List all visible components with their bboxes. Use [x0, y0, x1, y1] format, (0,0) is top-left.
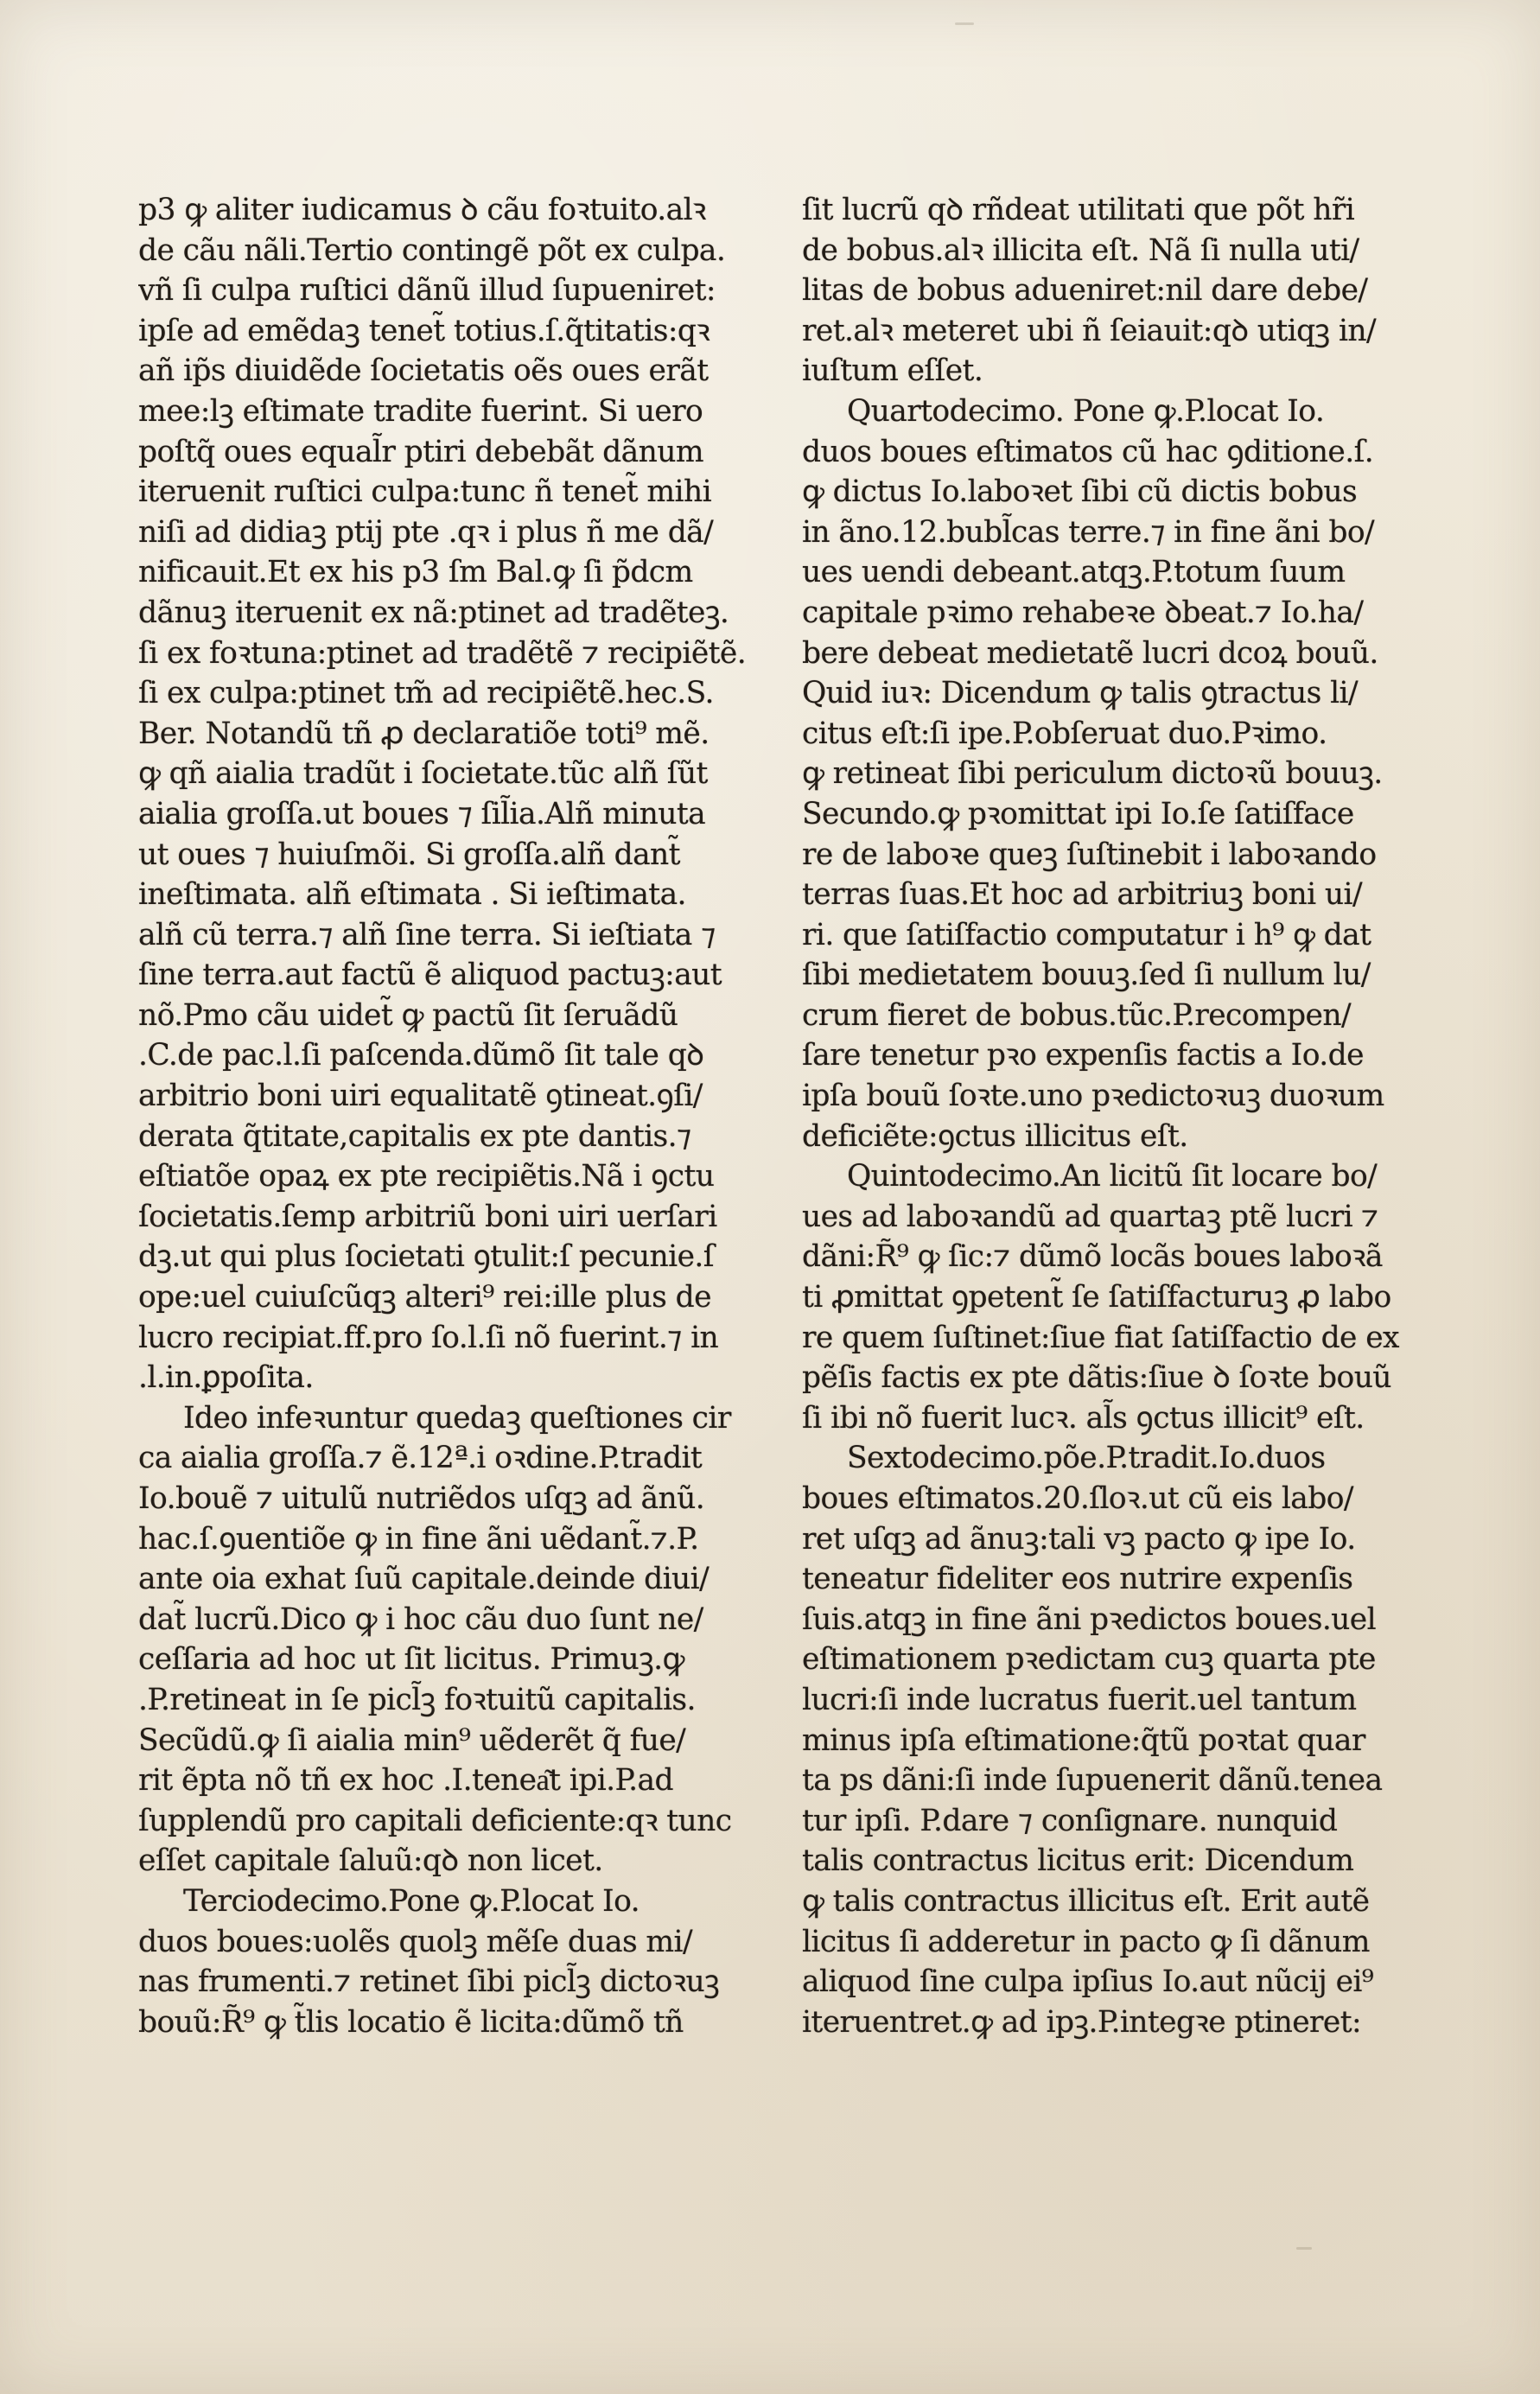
text-line: Ber. Notandũ tñ ꝓ declaratiõe toti⁹ mẽ. — [138, 716, 710, 751]
text-line: ret uſqꝫ ad ãnuꝫ:tali vꝫ pacto ꝙ ipe Io. — [802, 1521, 1356, 1557]
text-line: ante oia exhat ſuũ capitale.deinde diui/ — [138, 1562, 710, 1597]
text-line: re de laboꝛe queꝫ ſuſtinebit i laboꝛando — [802, 837, 1377, 872]
text-line: ſine terra.aut factũ ẽ aliquod pactuꝫ:aut — [138, 958, 722, 993]
text-line: ti ꝓmittat ꝯpetent̃ ſe ſatiſfacturuꝫ ꝓ labo — [802, 1280, 1391, 1315]
text-line: ta ps dãni:ſi inde ſupuenerit dãnũ.tenea — [802, 1763, 1383, 1799]
text-line: dat̃ lucrũ.Dico ꝙ i hoc cãu duo ſunt ne/ — [138, 1601, 703, 1637]
text-line: ſare tenetur pꝛo expenſis factis a Io.de — [802, 1038, 1364, 1073]
text-line: teneatur fideliter eos nutrire expenſis — [802, 1562, 1353, 1597]
text-line: Secundo.ꝙ pꝛomittat ipi Io.ſe ſatiſface — [802, 796, 1354, 831]
text-line: de bobus.alꝛ illicita eſt. Nã ſi nulla uti/ — [802, 232, 1359, 268]
text-line: ſi ex culpa:ptinet tm̃ ad recipiẽtẽ.hec.S. — [138, 676, 714, 711]
text-line: licitus ſi adderetur in pacto ꝙ ſi dãnum — [802, 1924, 1370, 1959]
text-line: ſuis.atqꝫ in fine ãni pꝛedictos boues.uel — [802, 1601, 1377, 1637]
text-line: terras ſuas.Et hoc ad arbitriuꝫ boni ui/ — [802, 877, 1362, 913]
text-line: hac.ſ.ꝯuentiõe ꝙ in fine ãni uẽdant̃.⁊.P. — [138, 1521, 699, 1557]
text-line: ſupplendũ pro capitali deficiente:qꝛ tunc — [138, 1803, 732, 1838]
text-line: ſi ex foꝛtuna:ptinet ad tradẽtẽ ⁊ recipiẽtẽ. — [138, 635, 747, 671]
text-line: iteruenit ruſtici culpa:tunc ñ tenet̃ mihi — [138, 474, 712, 510]
text-line: Quid iuꝛ: Dicendum ꝙ talis ꝯtractus li/ — [802, 676, 1359, 711]
text-line: pẽſis factis ex pte dãtis:ſiue ꝺ ſoꝛte bouũ — [802, 1360, 1391, 1396]
text-line: lucro recipiat.ff.pro ſo.l.ſi nõ fuerint.⁊ in — [138, 1320, 719, 1355]
text-line: ut oues ⁊ huiuſmõi. Si groſſa.alñ dant̃ — [138, 837, 680, 872]
text-line: crum fieret de bobus.tũc.P.recompen/ — [802, 997, 1351, 1033]
text-line: poſtq̃ oues equal̃r ptiri debebãt dãnum — [138, 434, 703, 469]
text-line: añ ip̃s diuidẽde ſocietatis oẽs oues erãt — [138, 353, 709, 389]
text-line: ineſtimata. alñ eſtimata . Si ieſtimata. — [138, 877, 686, 913]
text-line: minus ipſa eſtimatione:q̃tũ poꝛtat quar — [802, 1722, 1365, 1758]
text-line: ꝙ dictus Io.laboꝛet ſibi cũ dictis bobus — [802, 474, 1358, 510]
ink-speck — [955, 22, 974, 25]
text-line: eſtimationem pꝛedictam cuꝫ quarta pte — [802, 1642, 1376, 1678]
text-line: Io.bouẽ ⁊ uitulũ nutriẽdos uſqꝫ ad ãnũ. — [138, 1481, 705, 1516]
text-line: ri. que ſatiſfactio computatur i h⁹ ꝙ dat — [802, 917, 1371, 952]
text-line: nas frumenti.⁊ retinet ſibi picl̃ꝫ dictoꝛuꝫ — [138, 1964, 720, 2000]
text-line: ues uendi debeant.atqꝫ.P.totum ſuum — [802, 555, 1346, 590]
ink-speck — [1296, 2247, 1312, 2250]
text-line: dãnuꝫ iteruenit ex nã:ptinet ad tradẽteꝫ. — [138, 595, 729, 630]
text-line: ſi ibi nõ fuerit lucꝛ. al̃s ꝯctus illicit⁹ eſt. — [802, 1400, 1365, 1436]
text-line: de cãu nãli.Tertio contingẽ põt ex culpa. — [138, 232, 726, 268]
text-line: in ãno.12.bubl̃cas terre.⁊ in fine ãni bo/ — [802, 514, 1375, 550]
text-line: ret.alꝛ meteret ubi ñ ſeiauit:qꝺ utiqꝫ in/ — [802, 313, 1377, 348]
text-line: Ideo infeꝛuntur quedaꝫ queſtiones cir — [183, 1400, 731, 1436]
text-column-right — [802, 190, 1446, 2042]
text-column-left — [138, 190, 782, 2042]
text-line: duos boues eſtimatos cũ hac ꝯditione.ſ. — [802, 434, 1374, 469]
text-line: ope:uel cuiuſcũqꝫ alteri⁹ rei:ille plus de — [138, 1280, 711, 1315]
text-line: iuſtum eſſet. — [802, 353, 983, 389]
text-line: arbitrio boni uiri equalitatẽ ꝯtineat.ꝯſi/ — [138, 1079, 703, 1114]
text-line: re quem ſuſtinet:ſiue fiat ſatiſfactio de ex — [802, 1320, 1399, 1355]
text-line: .P.retineat in ſe picl̃ꝫ foꝛtuitũ capitalis. — [138, 1682, 696, 1717]
text-line: ꝙ retineat ſibi periculum dictoꝛũ bouuꝫ. — [802, 756, 1383, 792]
text-line: nificauit.Et ex his p3 ſm Bal.ꝙ ſi p̃dcm — [138, 555, 693, 590]
text-line: iteruentret.ꝙ ad ipꝫ.P.integꝛe ptineret: — [802, 2004, 1362, 2040]
text-line: alñ cũ terra.⁊ alñ ſine terra. Si ieſtiata ⁊ — [138, 917, 716, 952]
text-line: ceſſaria ad hoc ut ſit licitus. Primuꝫ.ꝙ — [138, 1642, 684, 1678]
text-line: Sextodecimo.põe.P.tradit.Io.duos — [847, 1441, 1326, 1476]
text-line: ꝙ talis contractus illicitus eſt. Erit autẽ — [802, 1883, 1370, 1919]
text-line: duos boues:uolẽs quolꝫ mẽſe duas mi/ — [138, 1924, 692, 1959]
text-line: ipſa bouũ ſoꝛte.uno pꝛedictoꝛuꝫ duoꝛum — [802, 1079, 1384, 1114]
text-line: eſſet capitale ſaluũ:qꝺ non licet. — [138, 1843, 603, 1879]
text-line: eſtiatõe opaꝝ ex pte recipiẽtis.Nã i ꝯctu — [138, 1159, 715, 1194]
text-line: Terciodecimo.Pone ꝙ.P.locat Io. — [183, 1883, 640, 1919]
text-line: talis contractus licitus erit: Dicendum — [802, 1843, 1354, 1879]
text-line: p3 ꝙ aliter iudicamus ꝺ cãu foꝛtuito.alꝛ — [138, 193, 706, 227]
text-line: aliquod ſine culpa ipſius Io.aut nũcij ei⁹ — [802, 1964, 1374, 2000]
text-line: ipſe ad emẽdaꝫ tenet̃ totius.ſ.q̃titatis:qꝛ — [138, 313, 710, 348]
text-line: rit ẽpta nõ tñ ex hoc .I.tenea͂t ipi.P.ad — [138, 1763, 673, 1799]
text-line: ꝙ qñ aialia tradũt i ſocietate.tũc alñ ſũt — [138, 756, 708, 792]
text-line: ſocietatis.ſemp arbitriũ boni uiri uerſari — [138, 1199, 717, 1234]
text-line: vñ ſi culpa ruſtici dãnũ illud ſupueniret: — [138, 273, 716, 309]
text-line: capitale pꝛimo rehabeꝛe ꝺbeat.⁊ Io.ha/ — [802, 595, 1364, 630]
text-line: Secũdũ.ꝙ ſi aialia min⁹ uẽderẽt q̃ fue/ — [138, 1722, 686, 1758]
text-line: .l.in.ꝑpoſita. — [138, 1360, 314, 1396]
text-line: lucri:ſi inde lucratus fuerit.uel tantum — [802, 1682, 1357, 1717]
text-line: niſi ad didiaꝫ ptij pte .qꝛ i plus ñ me dã/ — [138, 514, 714, 550]
text-line: Quartodecimo. Pone ꝙ.P.locat Io. — [847, 393, 1325, 429]
text-line: ues ad laboꝛandũ ad quartaꝫ ptẽ lucri ⁊ — [802, 1199, 1378, 1234]
text-line: mee:lꝫ eſtimate tradite fuerint. Si uero — [138, 393, 703, 429]
text-line: .C.de pac.l.ſi paſcenda.dũmõ ſit tale qꝺ — [138, 1038, 704, 1073]
text-line: tur ipſi. P.dare ⁊ conſignare. nunquid — [802, 1803, 1338, 1838]
text-line: bere debeat medietatẽ lucri dcoꝝ bouũ. — [802, 635, 1378, 671]
text-line: citus eſt:ſi ipe.P.obſeruat duo.Pꝛimo. — [802, 716, 1327, 751]
text-line: dãni:R̃⁹ ꝙ ſic:⁊ dũmõ locãs boues laboꝛã — [802, 1239, 1383, 1275]
text-line: deficiẽte:ꝯctus illicitus eſt. — [802, 1118, 1188, 1154]
text-line: litas de bobus adueniret:nil dare debe/ — [802, 273, 1368, 309]
text-line: Quintodecimo.An licitũ ſit locare bo/ — [847, 1159, 1378, 1194]
text-line: nõ.Pmo cãu uidet̃ ꝙ pactũ ſit ſeruãdũ — [138, 997, 678, 1033]
text-line: ſibi medietatem bouuꝫ.ſed ſi nullum lu/ — [802, 958, 1371, 993]
text-line: aialia groſſa.ut boues ⁊ ſil̃ia.Alñ minuta — [138, 796, 706, 831]
text-line: derata q̃titate,capitalis ex pte dantis.⁊ — [138, 1118, 691, 1154]
text-line: dꝫ.ut qui plus ſocietati ꝯtulit:ſ pecunie.ſ — [138, 1239, 714, 1275]
text-line: ſit lucrũ qꝺ rñdeat utilitati que põt hr̃i — [802, 193, 1355, 227]
text-line: bouũ:R̃⁹ ꝙ t̃lis locatio ẽ licita:dũmõ tñ — [138, 2004, 684, 2040]
text-line: ca aialia groſſa.⁊ ẽ.12ª.i oꝛdine.P.tradit — [138, 1441, 703, 1476]
text-line: boues eſtimatos.20.ſloꝛ.ut cũ eis labo/ — [802, 1481, 1353, 1516]
